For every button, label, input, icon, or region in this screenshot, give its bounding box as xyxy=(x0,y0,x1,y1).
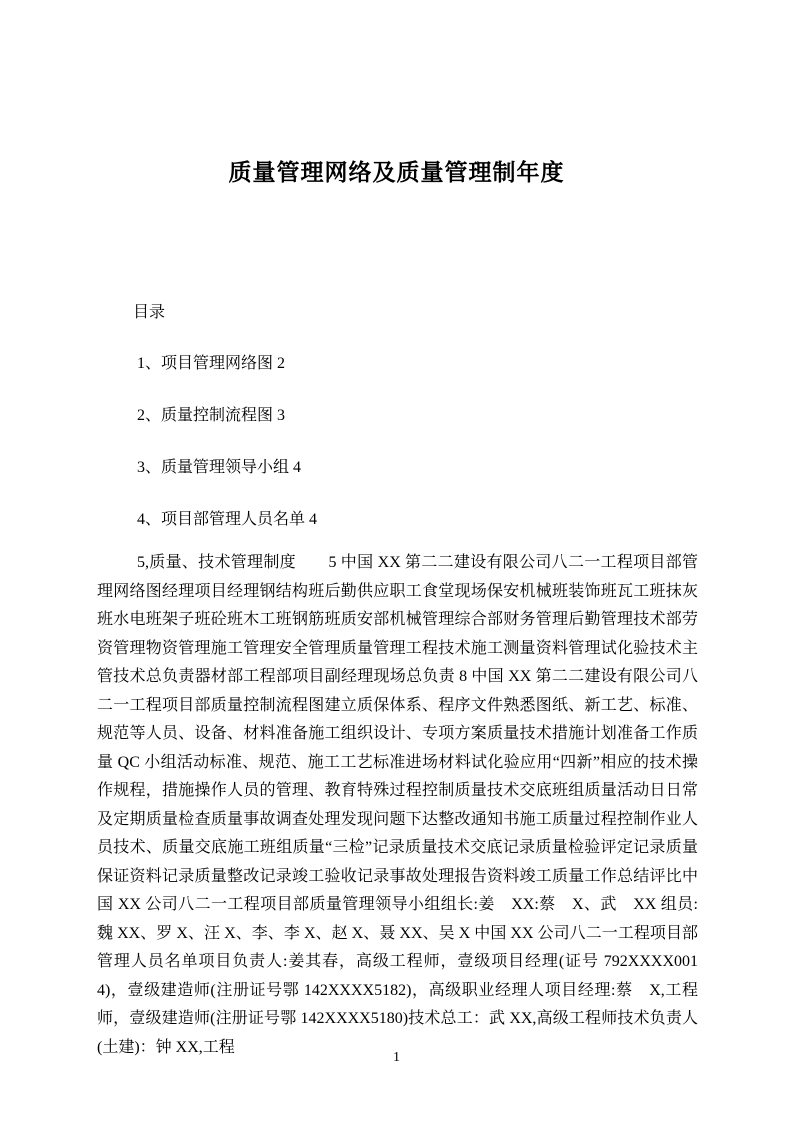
toc-item-project-management-network: 1、项目管理网络图 2 xyxy=(137,355,286,372)
page-number: 1 xyxy=(393,1050,400,1065)
toc-item-quality-control-flowchart: 2、质量控制流程图 3 xyxy=(137,407,286,424)
toc-item-project-staff-list: 4、项目部管理人员名单 4 xyxy=(137,511,318,528)
document-body-paragraph: 5,质量、技术管理制度 5 中国 XX 第二二建设有限公司八二一工程项目部管理网络图经理项目经理钢结构班后勤供应职工食堂现场保安机械班装饰班瓦工班抹灰班水电班架子班砼班木工班钢筋班质安部机械管理综合部财务管理后勤管理技术部劳资管理物资管理施工管理安全管理质量管理工程技术施工测量资料管理试化验技术主管技术总负责器材部工程部项目副经理现场总负责 8 中国 XX 第二二建设有限公司八二一工程项目部质量控制流程图建立质保体系、程序文件熟悉图纸、新工艺、标准、规范等人员、设备、材料准备施工组织设计、专项方案质量技术措施计划准备工作质量 QC 小组活动标准、规范、施工工艺标准进场材料试化验应用“四新”相应的技术操作规程，措施操作人员的管理、教育特殊过程控制质量技术交底班组质量活动日日常及定期质量检查质量事故调查处理发现问题下达整改通知书施工质量过程控制作业人员技术、质量交底施工班组质量“三检”记录质量技术交底记录质量检验评定记录质量保证资料记录质量整改记录竣工验收记录事故处理报告资料竣工质量工作总结评比中国 XX 公司八二一工程项目部质量管理领导小组组长:姜 XX:蔡 X、武 XX 组员:魏 XX、罗 X、汪 X、李、李 X、赵 X、聂 XX、吴 X 中国 XX 公司八二一工程项目部管理人员名单项目负责人:姜其春，高级工程师，壹级项目经理(证号 792XXXX0014)，壹级建造师(注册证号鄂 142XXXX5182)，高级职业经理人项目经理:蔡 X,工程师，壹级建造师(注册证号鄂 142XXXX5180)技术总工：武 XX,高级工程师技术负责人(土建)：钟 XX,工程 xyxy=(97,554,698,1056)
toc-heading: 目录 xyxy=(133,304,166,321)
document-title: 质量管理网络及质量管理制年度 xyxy=(228,159,565,186)
toc-item-quality-management-leading-group: 3、质量管理领导小组 4 xyxy=(137,459,302,476)
